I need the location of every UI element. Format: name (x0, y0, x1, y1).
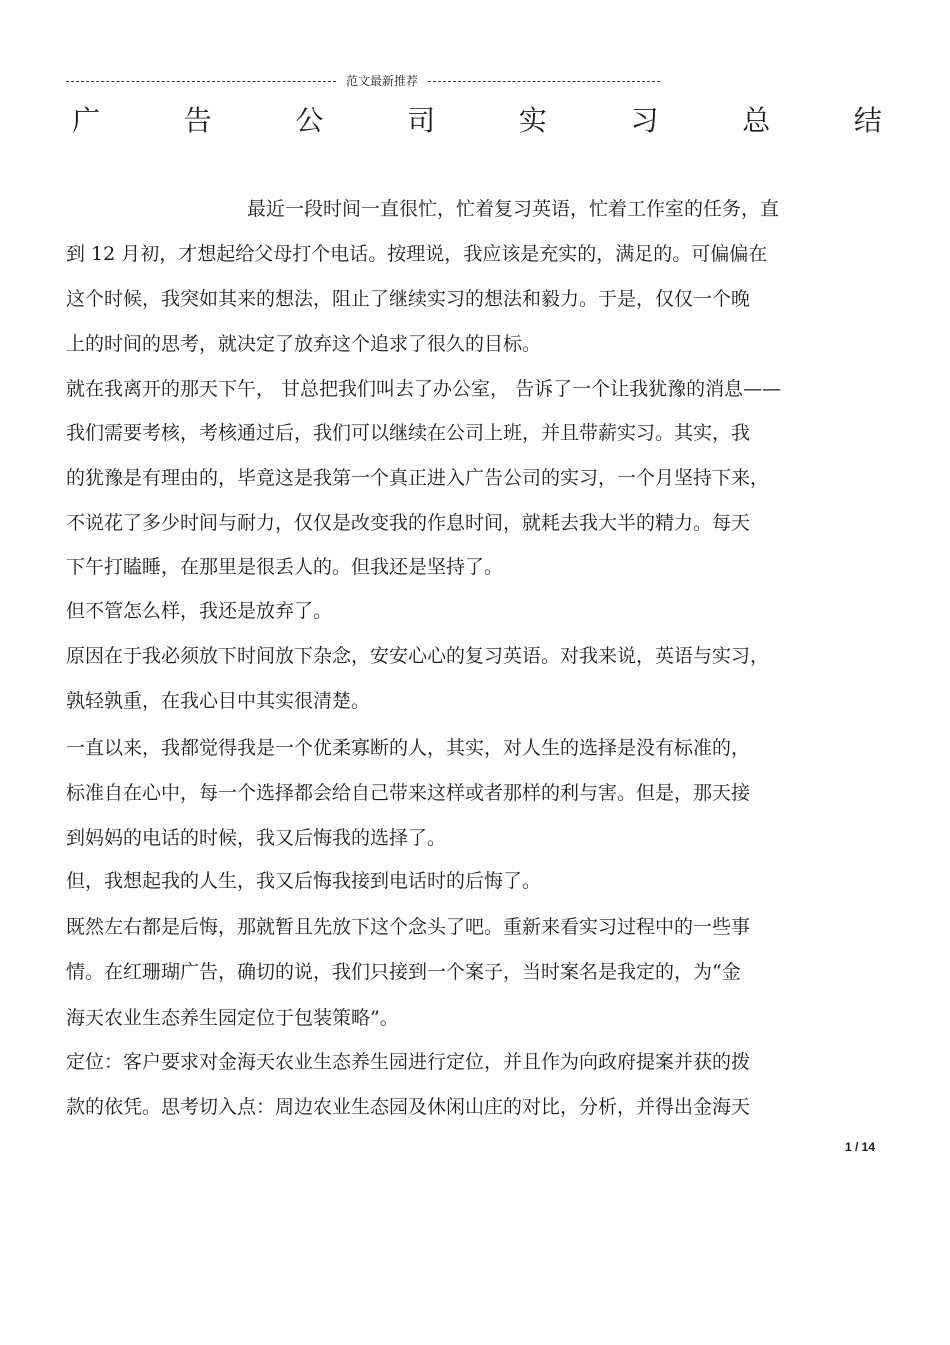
text-line: 原因在于我必须放下时间放下杂念，安安心心的复习英语。对我来说，英语与实习， (66, 645, 770, 667)
text-line: 到妈妈的电话的时候，我又后悔我的选择了。 (66, 827, 447, 849)
text-line: 标准自在心中，每一个选择都会给自己带来这样或者那样的利与害。但是，那天接 (66, 782, 751, 804)
text-line: 情。在红珊瑚广告，确切的说，我们只接到一个案子，当时案名是我定的，为“金 (66, 961, 741, 983)
text-line: 款的依凭。思考切入点：周边农业生态园及休闲山庄的对比，分析，并得出金海天 (66, 1096, 751, 1118)
page-number: 1 / 14 (845, 1140, 876, 1154)
text-line: 不说花了多少时间与耐力，仅仅是改变我的作息时间，就耗去我大半的精力。每天 (66, 512, 751, 534)
title-char: 告 (183, 104, 212, 137)
title-char: 公 (295, 104, 324, 137)
text-line: 既然左右都是后悔，那就暂且先放下这个念头了吧。重新来看实习过程中的一些事 (66, 916, 751, 938)
text-line: 但，我想起我的人生，我又后悔我接到电话时的后悔了。 (66, 870, 542, 892)
text-line: 但不管怎么样，我还是放弃了。 (66, 600, 333, 622)
title-char: 习 (630, 104, 659, 137)
title-char: 广 (71, 104, 100, 137)
text-line: 一直以来，我都觉得我是一个优柔寡断的人，其实，对人生的选择是没有标准的， (66, 737, 751, 759)
title-char: 结 (853, 104, 882, 137)
page-header (66, 72, 688, 90)
text-line: 就在我离开的那天下午， 甘总把我们叫去了办公室， 告诉了一个让我犹豫的消息—— (66, 378, 782, 400)
text-line: 下午打瞌睡，在那里是很丢人的。但我还是坚持了。 (66, 556, 504, 578)
text-line: 最近一段时间一直很忙，忙着复习英语，忙着工作室的任务，直 (247, 198, 780, 220)
text-line: 海天农业生态养生园定位于包装策略”。 (66, 1007, 399, 1029)
text-line: 这个时候，我突如其来的想法，阻止了继续实习的想法和毅力。于是，仅仅一个晚 (66, 288, 751, 310)
text-line: 定位：客户要求对金海天农业生态养生园进行定位，并且作为向政府提案并获的拨 (66, 1051, 751, 1073)
title-char: 总 (742, 104, 771, 137)
text-line: 孰轻孰重，在我心目中其实很清楚。 (66, 690, 371, 712)
text-line: 的犹豫是有理由的，毕竟这是我第一个真正进入广告公司的实习，一个月坚持下来， (66, 467, 770, 489)
text-line: 我们需要考核，考核通过后，我们可以继续在公司上班，并且带薪实习。其实，我 (66, 422, 751, 444)
title-char: 实 (518, 104, 547, 137)
title-char: 司 (407, 104, 436, 137)
text-line: 到 12 月初，才想起给父母打个电话。按理说，我应该是充实的，满足的。可偏偏在 (66, 243, 768, 265)
text-line: 上的时间的思考，就决定了放弃这个追求了很久的目标。 (66, 333, 542, 355)
header-rule-right (428, 81, 660, 82)
document-title (66, 99, 888, 139)
header-rule-left (66, 81, 336, 82)
header-label: 范文最新推荐 (346, 74, 419, 88)
